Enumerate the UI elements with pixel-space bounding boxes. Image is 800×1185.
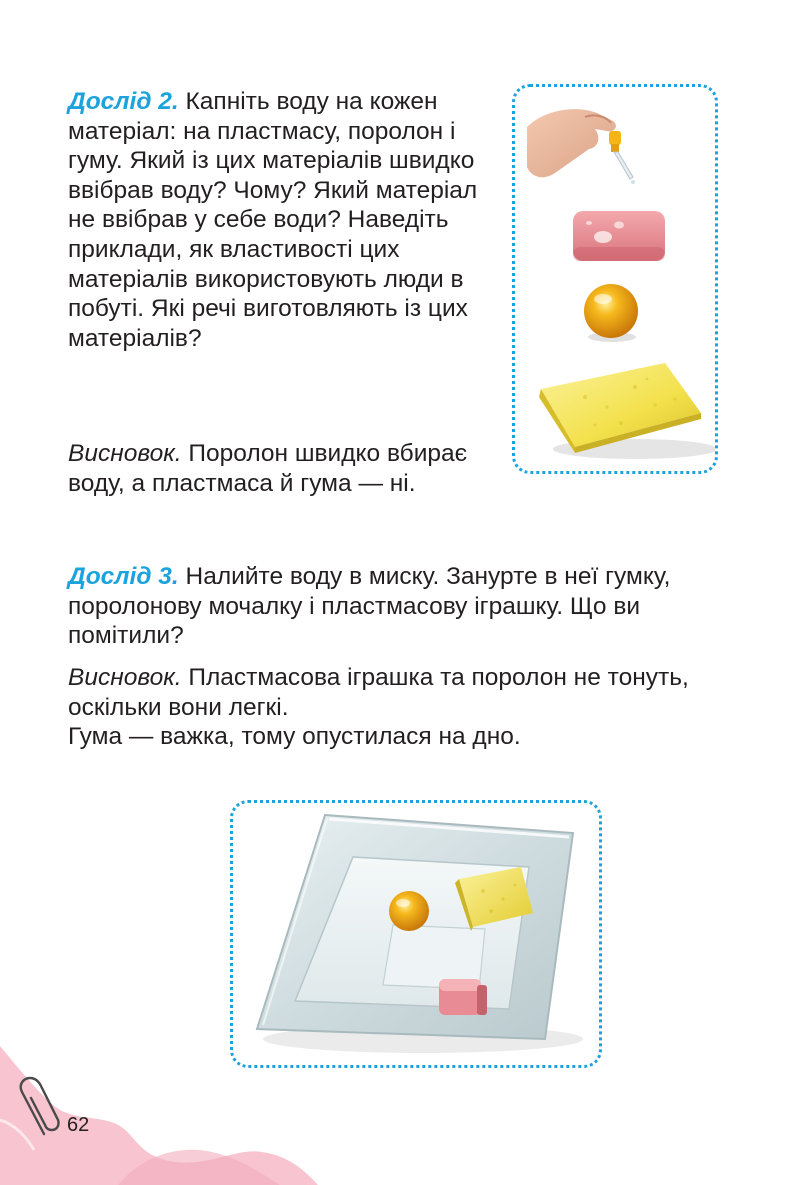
eraser-icon (573, 211, 665, 261)
floating-ball-icon (389, 891, 429, 931)
experiment-3-conclusion-body: Пластмасова іграшка та поролон не тонуть, оскільки вони легкі. (68, 664, 689, 721)
materials-illustration (515, 87, 715, 471)
page-number: 62 (67, 1114, 90, 1136)
experiment-2-conclusion-label: Висновок. (68, 440, 182, 467)
sponge-icon (539, 363, 715, 459)
experiment-3-conclusion-label: Висновок. (68, 664, 182, 691)
sunken-eraser-icon (439, 979, 487, 1015)
glass-bowl-illustration (233, 803, 599, 1065)
plastic-ball-icon (584, 284, 638, 342)
paperclip-icon (14, 1074, 64, 1138)
experiment-3-conclusion-body-2: Гума — важка, тому опустилася на дно. (68, 723, 521, 751)
experiment-2-conclusion-body: Поролон швидко вбирає воду, а пластмаса й гума — ні. (68, 440, 468, 497)
experiment-3-conclusion (68, 663, 748, 752)
experiment-3-label: Дослід 3. (68, 563, 179, 590)
experiment-2-label: Дослід 2. (68, 88, 179, 115)
experiment-2-body: Капніть воду на кожен матеріал: на пластмасу, поролон і гуму. Який із цих матеріалів швидко ввібрав воду? Чому? Який матеріал не ввібрав у себе води? Наведіть приклади, як властивості цих матеріалів використовують люди в побуті. Які речі виготовляють із цих матеріалів? (68, 88, 478, 352)
experiment-3-body: Налийте воду в миску. Занурте в неї гумку, поролонову мочалку і пластмасову іграшку. Що ви помітили? (68, 563, 671, 650)
dropper-hand-icon (527, 109, 635, 184)
experiment-3-text (68, 562, 748, 651)
experiment-3-photo (230, 800, 602, 1068)
experiment-2-text (68, 87, 498, 353)
experiment-2-conclusion (68, 439, 498, 498)
experiment-2-photo (512, 84, 718, 474)
